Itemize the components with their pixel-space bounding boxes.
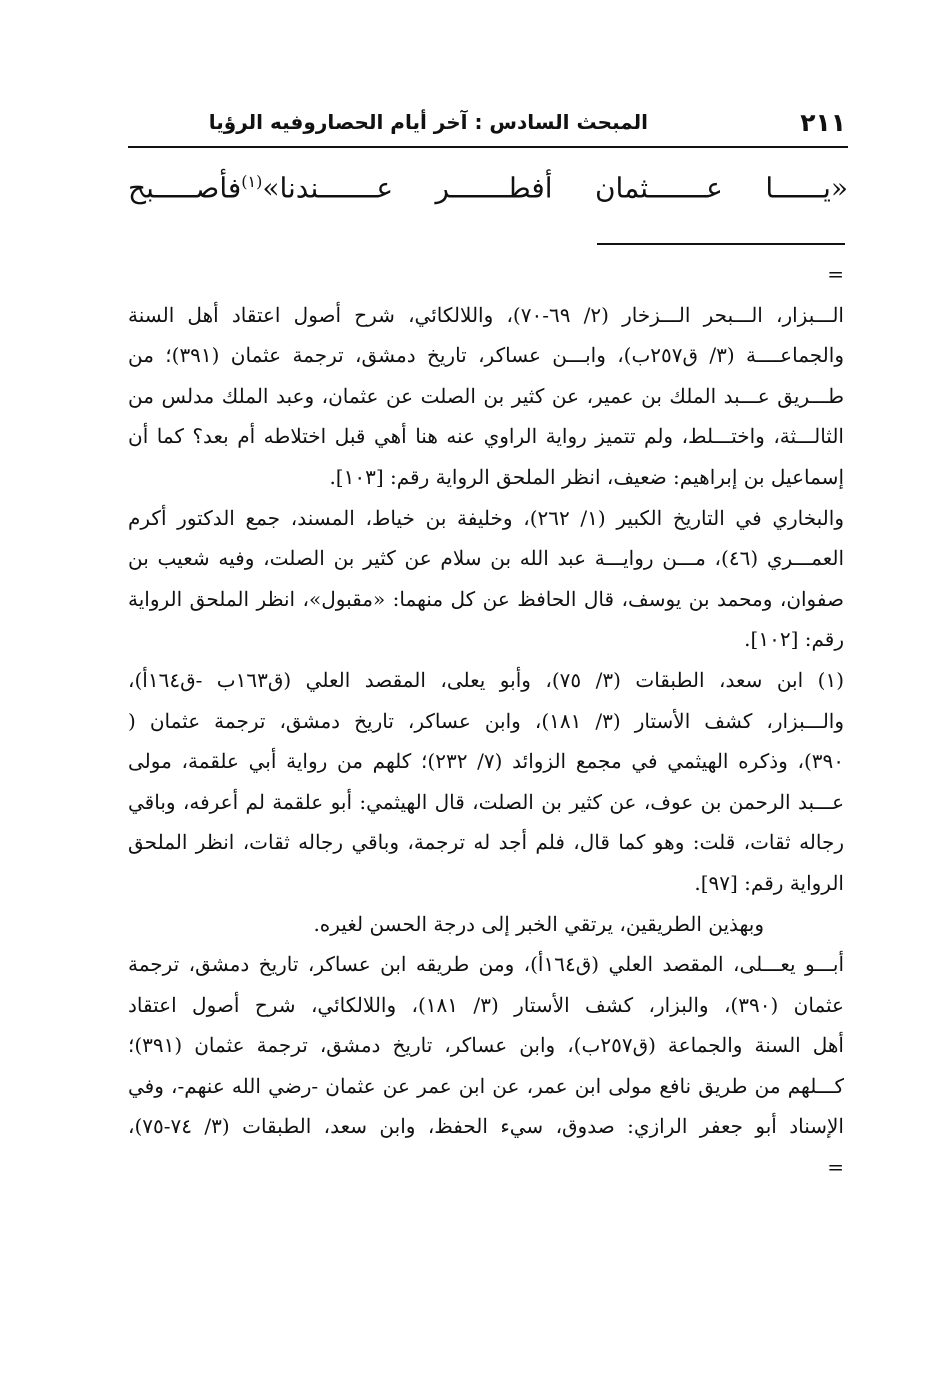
footnote-line: أهل السنة والجماعة (ق٢٥٧ب)، وابن عساكر، تاريخ دمشق، ترجمة عثمان (٣٩١)؛ xyxy=(128,1033,844,1058)
footnote-line: عثمان (٣٩٠)، والبزار، كشف الأستار (٣/ ١٨١)، واللالكائي، شرح أصول اعتقاد xyxy=(128,992,844,1017)
footnote-line: الثالـــثة، واختـــلط، ولم تتميز رواية الراوي عنه هنا أهي قبل اختلاطه أم بعد؟ كما أن xyxy=(128,424,844,449)
main-text-continuation: فأصـــــبح xyxy=(128,171,242,205)
main-text-line xyxy=(128,160,848,210)
page-header xyxy=(128,102,848,144)
footnote-line: صفوان، ومحمد بن يوسف، قال الحافظ عن كل منهما: «مقبول»، انظر الملحق الرواية xyxy=(128,586,844,611)
footnote-marker: (١) xyxy=(241,172,263,191)
footnote-line: والبخاري في التاريخ الكبير (١/ ٢٦٢)، وخليفة بن خياط، المسند، جمع الدكتور أكرم xyxy=(128,505,844,530)
footnote-line: والجماعــــة (٣/ ق٢٥٧ب)، وابـــن عساكر، تاريخ دمشق، ترجمة عثمان (٣٩١)؛ من xyxy=(128,343,844,368)
header-rule xyxy=(128,146,848,148)
footnote-line: الإسناد أبو جعفر الرازي: صدوق، سيء الحفظ، وابن سعد، الطبقات (٣/ ٧٤-٧٥)، xyxy=(128,1114,844,1139)
footnote-line: الرواية رقم: [٩٧]. xyxy=(694,870,844,895)
footnote-line: طـــريق عـــبد الملك بن عمير، عن كثير بن الصلت عن عثمان، وعبد الملك مدلس من xyxy=(128,383,844,408)
running-title: المبحث السادس : آخر أيام الحصاروفيه الرؤيا xyxy=(208,110,648,134)
footnote-separator xyxy=(597,243,845,245)
footnote-line: وبهذين الطريقين، يرتقي الخبر إلى درجة الحسن لغيره. xyxy=(313,911,764,936)
footnote-line: والـــبزار، كشف الأستار (٣/ ١٨١)، وابن عساكر، تاريخ دمشق، ترجمة عثمان ( xyxy=(128,708,844,733)
footnote-line: الـــبزار، الـــبحر الـــزخار (٢/ ٦٩-٧٠)، واللالكائي، شرح أصول اعتقاد أهل السنة xyxy=(128,302,844,327)
footnote-line: العمـــري (٤٦)، مـــن روايـــة عبد الله بن سلام عن كثير بن الصلت، وفيه شعيب بن xyxy=(128,546,844,571)
footnote-line: ٣٩٠)، وذكره الهيثمي في مجمع الزوائد (٧/ ٢٣٢)؛ كلهم من رواية أبي علقمة، مولى xyxy=(128,749,844,774)
footnote-line: إسماعيل بن إبراهيم: ضعيف، انظر الملحق الرواية رقم: [١٠٣]. xyxy=(329,464,844,489)
footnote-line: (١) ابن سعد، الطبقات (٣/ ٧٥)، وأبو يعلى، المقصد العلي (ق١٦٣ب -ق١٦٤أ)، xyxy=(128,667,844,692)
continuation-mark-bottom: = xyxy=(827,1155,844,1180)
footnote-line: أبـــو يعـــلى، المقصد العلي (ق١٦٤أ)، ومن طريقه ابن عساكر، تاريخ دمشق، ترجمة xyxy=(128,952,844,977)
footnotes-block xyxy=(128,254,844,1188)
footnote-line: رقم: [١٠٢]. xyxy=(744,627,844,652)
continuation-mark-top: = xyxy=(827,262,844,286)
footnote-line: عـــبد الرحمن بن عوف، عن كثير بن الصلت، قال الهيثمي: أبو علقمة لم أعرفه، وباقي xyxy=(128,789,844,814)
page-number: ٢١١ xyxy=(800,108,846,137)
footnote-line: كـــلهم من طريق نافع مولى ابن عمر، عن ابن عمر عن عثمان -رضي الله عنهم-، وفي xyxy=(128,1073,844,1098)
main-text-quote: «يــــــا عـــــــثمان أفطـــــــر عـــــــندنا» xyxy=(262,171,848,205)
footnote-line: رجاله ثقات، قلت: وهو كما قال، فلم أجد له ترجمة، وباقي رجاله ثقات، انظر الملحق xyxy=(128,830,844,855)
